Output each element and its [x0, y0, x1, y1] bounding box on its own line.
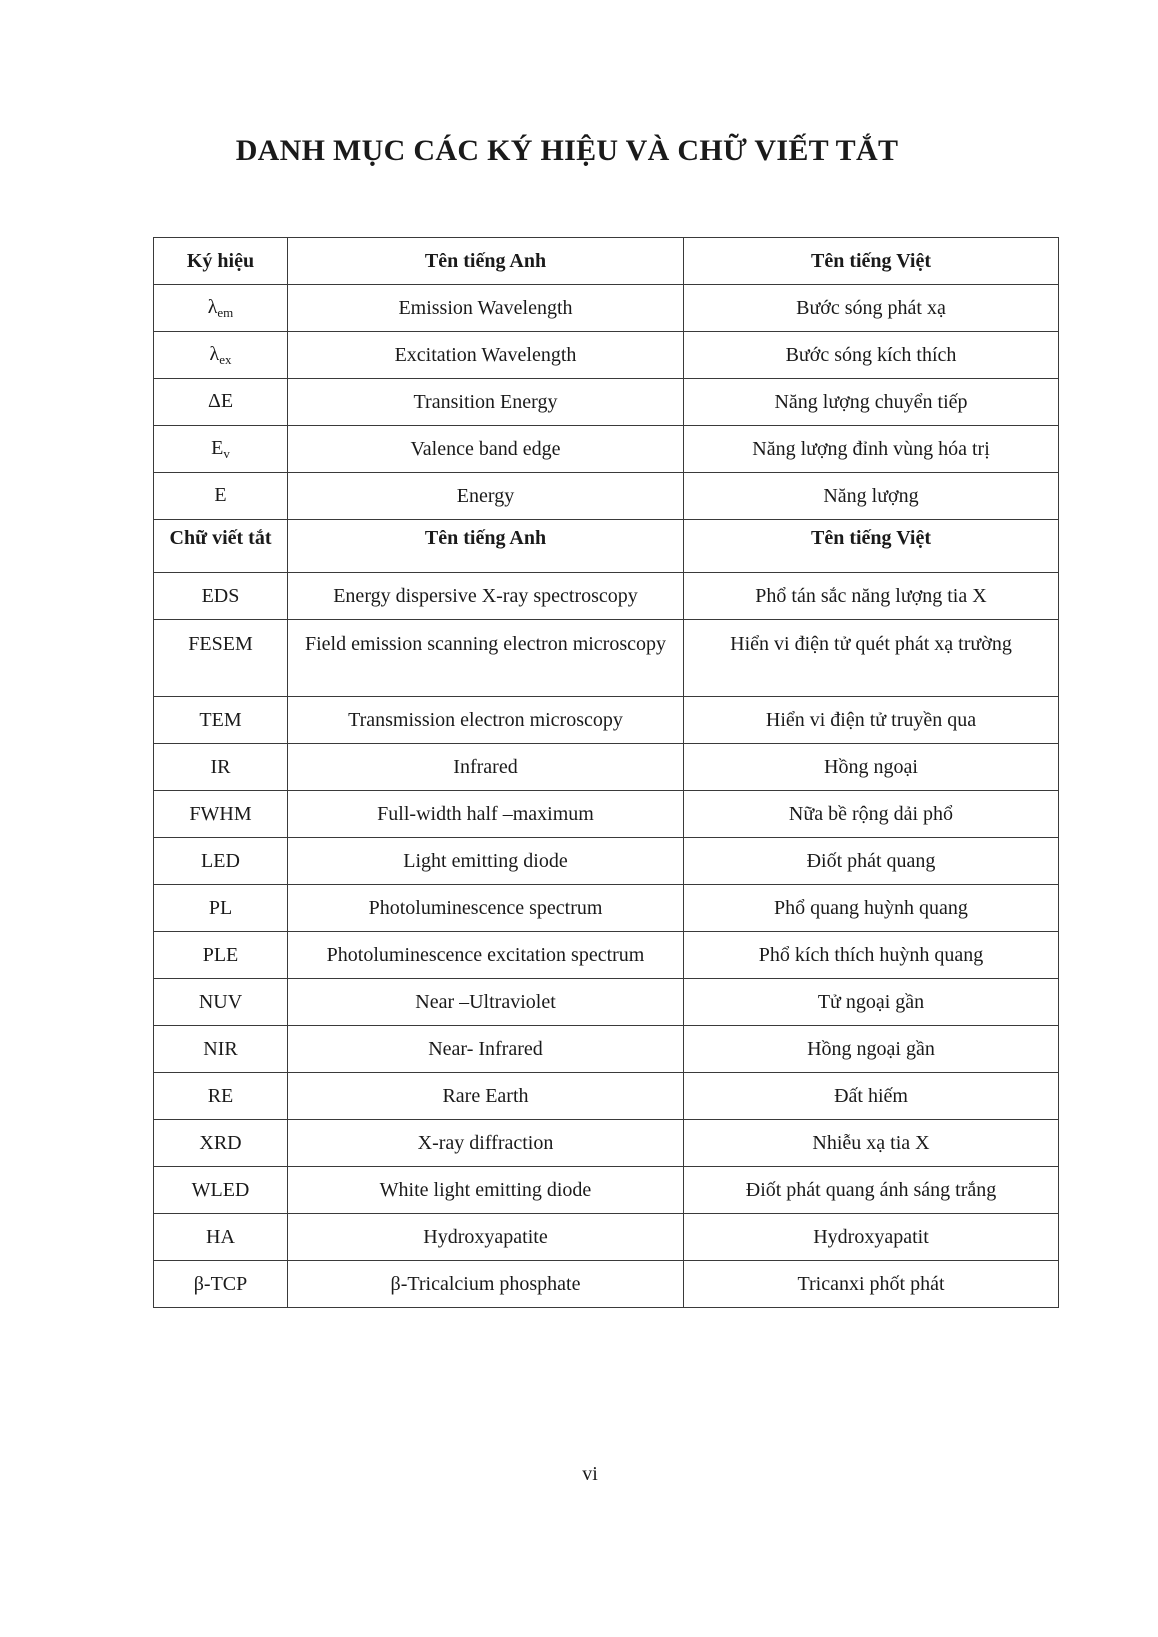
abbreviation-cell: LED	[154, 838, 288, 885]
english-name-cell: Transmission electron microscopy	[288, 697, 684, 744]
header-symbol: Ký hiệu	[154, 238, 288, 285]
table-row	[154, 932, 1059, 979]
symbol-cell	[154, 426, 288, 473]
symbol-base: λ	[207, 296, 218, 319]
english-name-cell: Near- Infrared	[288, 1026, 684, 1073]
vietnamese-name-cell: Năng lượng đỉnh vùng hóa trị	[684, 426, 1059, 473]
english-name-cell: Valence band edge	[288, 426, 684, 473]
table-row	[154, 620, 1059, 697]
header-english-name: Tên tiếng Anh	[288, 520, 684, 573]
abbreviation-cell: EDS	[154, 573, 288, 620]
abbreviation-cell: IR	[154, 744, 288, 791]
table-row	[154, 426, 1059, 473]
table-row	[154, 1261, 1059, 1308]
english-name-cell: Emission Wavelength	[288, 285, 684, 332]
english-name-cell: Light emitting diode	[288, 838, 684, 885]
english-name-cell: Excitation Wavelength	[288, 332, 684, 379]
symbols-abbreviations-table	[153, 237, 1059, 1308]
english-name-cell: Rare Earth	[288, 1073, 684, 1120]
symbol-subscript: ex	[219, 352, 232, 368]
abbreviation-cell: TEM	[154, 697, 288, 744]
table-row	[154, 1026, 1059, 1073]
vietnamese-name-cell: Phổ quang huỳnh quang	[684, 885, 1059, 932]
abbreviation-cell: NUV	[154, 979, 288, 1026]
table-row	[154, 838, 1059, 885]
english-name-cell: Energy dispersive X-ray spectroscopy	[288, 573, 684, 620]
table-row	[154, 885, 1059, 932]
vietnamese-name-cell: Hiển vi điện tử truyền qua	[684, 697, 1059, 744]
header-english-name: Tên tiếng Anh	[288, 238, 684, 285]
header-vietnamese-name: Tên tiếng Việt	[684, 238, 1059, 285]
vietnamese-name-cell: Hiển vi điện tử quét phát xạ trường	[684, 620, 1059, 697]
abbreviation-cell: XRD	[154, 1120, 288, 1167]
english-name-cell: Full-width half –maximum	[288, 791, 684, 838]
vietnamese-name-cell: Nữa bề rộng dải phổ	[684, 791, 1059, 838]
symbol-base: ΔE	[207, 390, 234, 413]
symbols-header-row	[154, 238, 1059, 285]
abbreviation-cell: PL	[154, 885, 288, 932]
abbreviation-cell: FESEM	[154, 620, 288, 697]
symbol-subscript: v	[223, 446, 230, 462]
symbol-base: E	[211, 437, 224, 460]
symbol-cell	[154, 379, 288, 426]
vietnamese-name-cell: Năng lượng chuyển tiếp	[684, 379, 1059, 426]
vietnamese-name-cell: Điốt phát quang	[684, 838, 1059, 885]
vietnamese-name-cell: Phổ kích thích huỳnh quang	[684, 932, 1059, 979]
vietnamese-name-cell: Bước sóng phát xạ	[684, 285, 1059, 332]
symbol-base: λ	[209, 343, 220, 366]
abbreviation-cell: HA	[154, 1214, 288, 1261]
english-name-cell: White light emitting diode	[288, 1167, 684, 1214]
table-row	[154, 1167, 1059, 1214]
english-name-cell: Photoluminescence excitation spectrum	[288, 932, 684, 979]
table-row	[154, 1120, 1059, 1167]
page-number: vi	[582, 1463, 598, 1485]
english-name-cell: Transition Energy	[288, 379, 684, 426]
table-row	[154, 697, 1059, 744]
vietnamese-name-cell: Nhiễu xạ tia X	[684, 1120, 1059, 1167]
vietnamese-name-cell: Bước sóng kích thích	[684, 332, 1059, 379]
english-name-cell: Energy	[288, 473, 684, 520]
table-row	[154, 473, 1059, 520]
table-row	[154, 979, 1059, 1026]
page-title: DANH MỤC CÁC KÝ HIỆU VÀ CHỮ VIẾT TẮT	[235, 134, 899, 167]
vietnamese-name-cell: Hydroxyapatit	[684, 1214, 1059, 1261]
abbreviation-cell: RE	[154, 1073, 288, 1120]
header-vietnamese-name: Tên tiếng Việt	[684, 520, 1059, 573]
english-name-cell: β-Tricalcium phosphate	[288, 1261, 684, 1308]
table-row	[154, 1073, 1059, 1120]
abbreviation-cell: PLE	[154, 932, 288, 979]
english-name-cell: Near –Ultraviolet	[288, 979, 684, 1026]
abbreviation-cell: NIR	[154, 1026, 288, 1073]
abbreviations-header-row	[154, 520, 1059, 573]
symbol-cell	[154, 285, 288, 332]
vietnamese-name-cell: Đất hiếm	[684, 1073, 1059, 1120]
table-row	[154, 1214, 1059, 1261]
abbreviation-cell: WLED	[154, 1167, 288, 1214]
vietnamese-name-cell: Phổ tán sắc năng lượng tia X	[684, 573, 1059, 620]
english-name-cell: Field emission scanning electron microscopy	[288, 620, 684, 697]
symbol-subscript: em	[217, 305, 234, 321]
symbol-cell	[154, 473, 288, 520]
table-row	[154, 379, 1059, 426]
table-row	[154, 791, 1059, 838]
table-row	[154, 285, 1059, 332]
symbol-base: E	[214, 484, 227, 507]
vietnamese-name-cell: Năng lượng	[684, 473, 1059, 520]
english-name-cell: X-ray diffraction	[288, 1120, 684, 1167]
table-row	[154, 744, 1059, 791]
abbreviation-cell: FWHM	[154, 791, 288, 838]
vietnamese-name-cell: Tử ngoại gần	[684, 979, 1059, 1026]
vietnamese-name-cell: Tricanxi phốt phát	[684, 1261, 1059, 1308]
english-name-cell: Photoluminescence spectrum	[288, 885, 684, 932]
table-row	[154, 332, 1059, 379]
vietnamese-name-cell: Hồng ngoại gần	[684, 1026, 1059, 1073]
abbreviation-cell: β-TCP	[154, 1261, 288, 1308]
english-name-cell: Hydroxyapatite	[288, 1214, 684, 1261]
symbol-cell	[154, 332, 288, 379]
english-name-cell: Infrared	[288, 744, 684, 791]
header-abbreviation: Chữ viết tắt	[154, 520, 288, 573]
table-row	[154, 573, 1059, 620]
vietnamese-name-cell: Điốt phát quang ánh sáng trắng	[684, 1167, 1059, 1214]
vietnamese-name-cell: Hồng ngoại	[684, 744, 1059, 791]
